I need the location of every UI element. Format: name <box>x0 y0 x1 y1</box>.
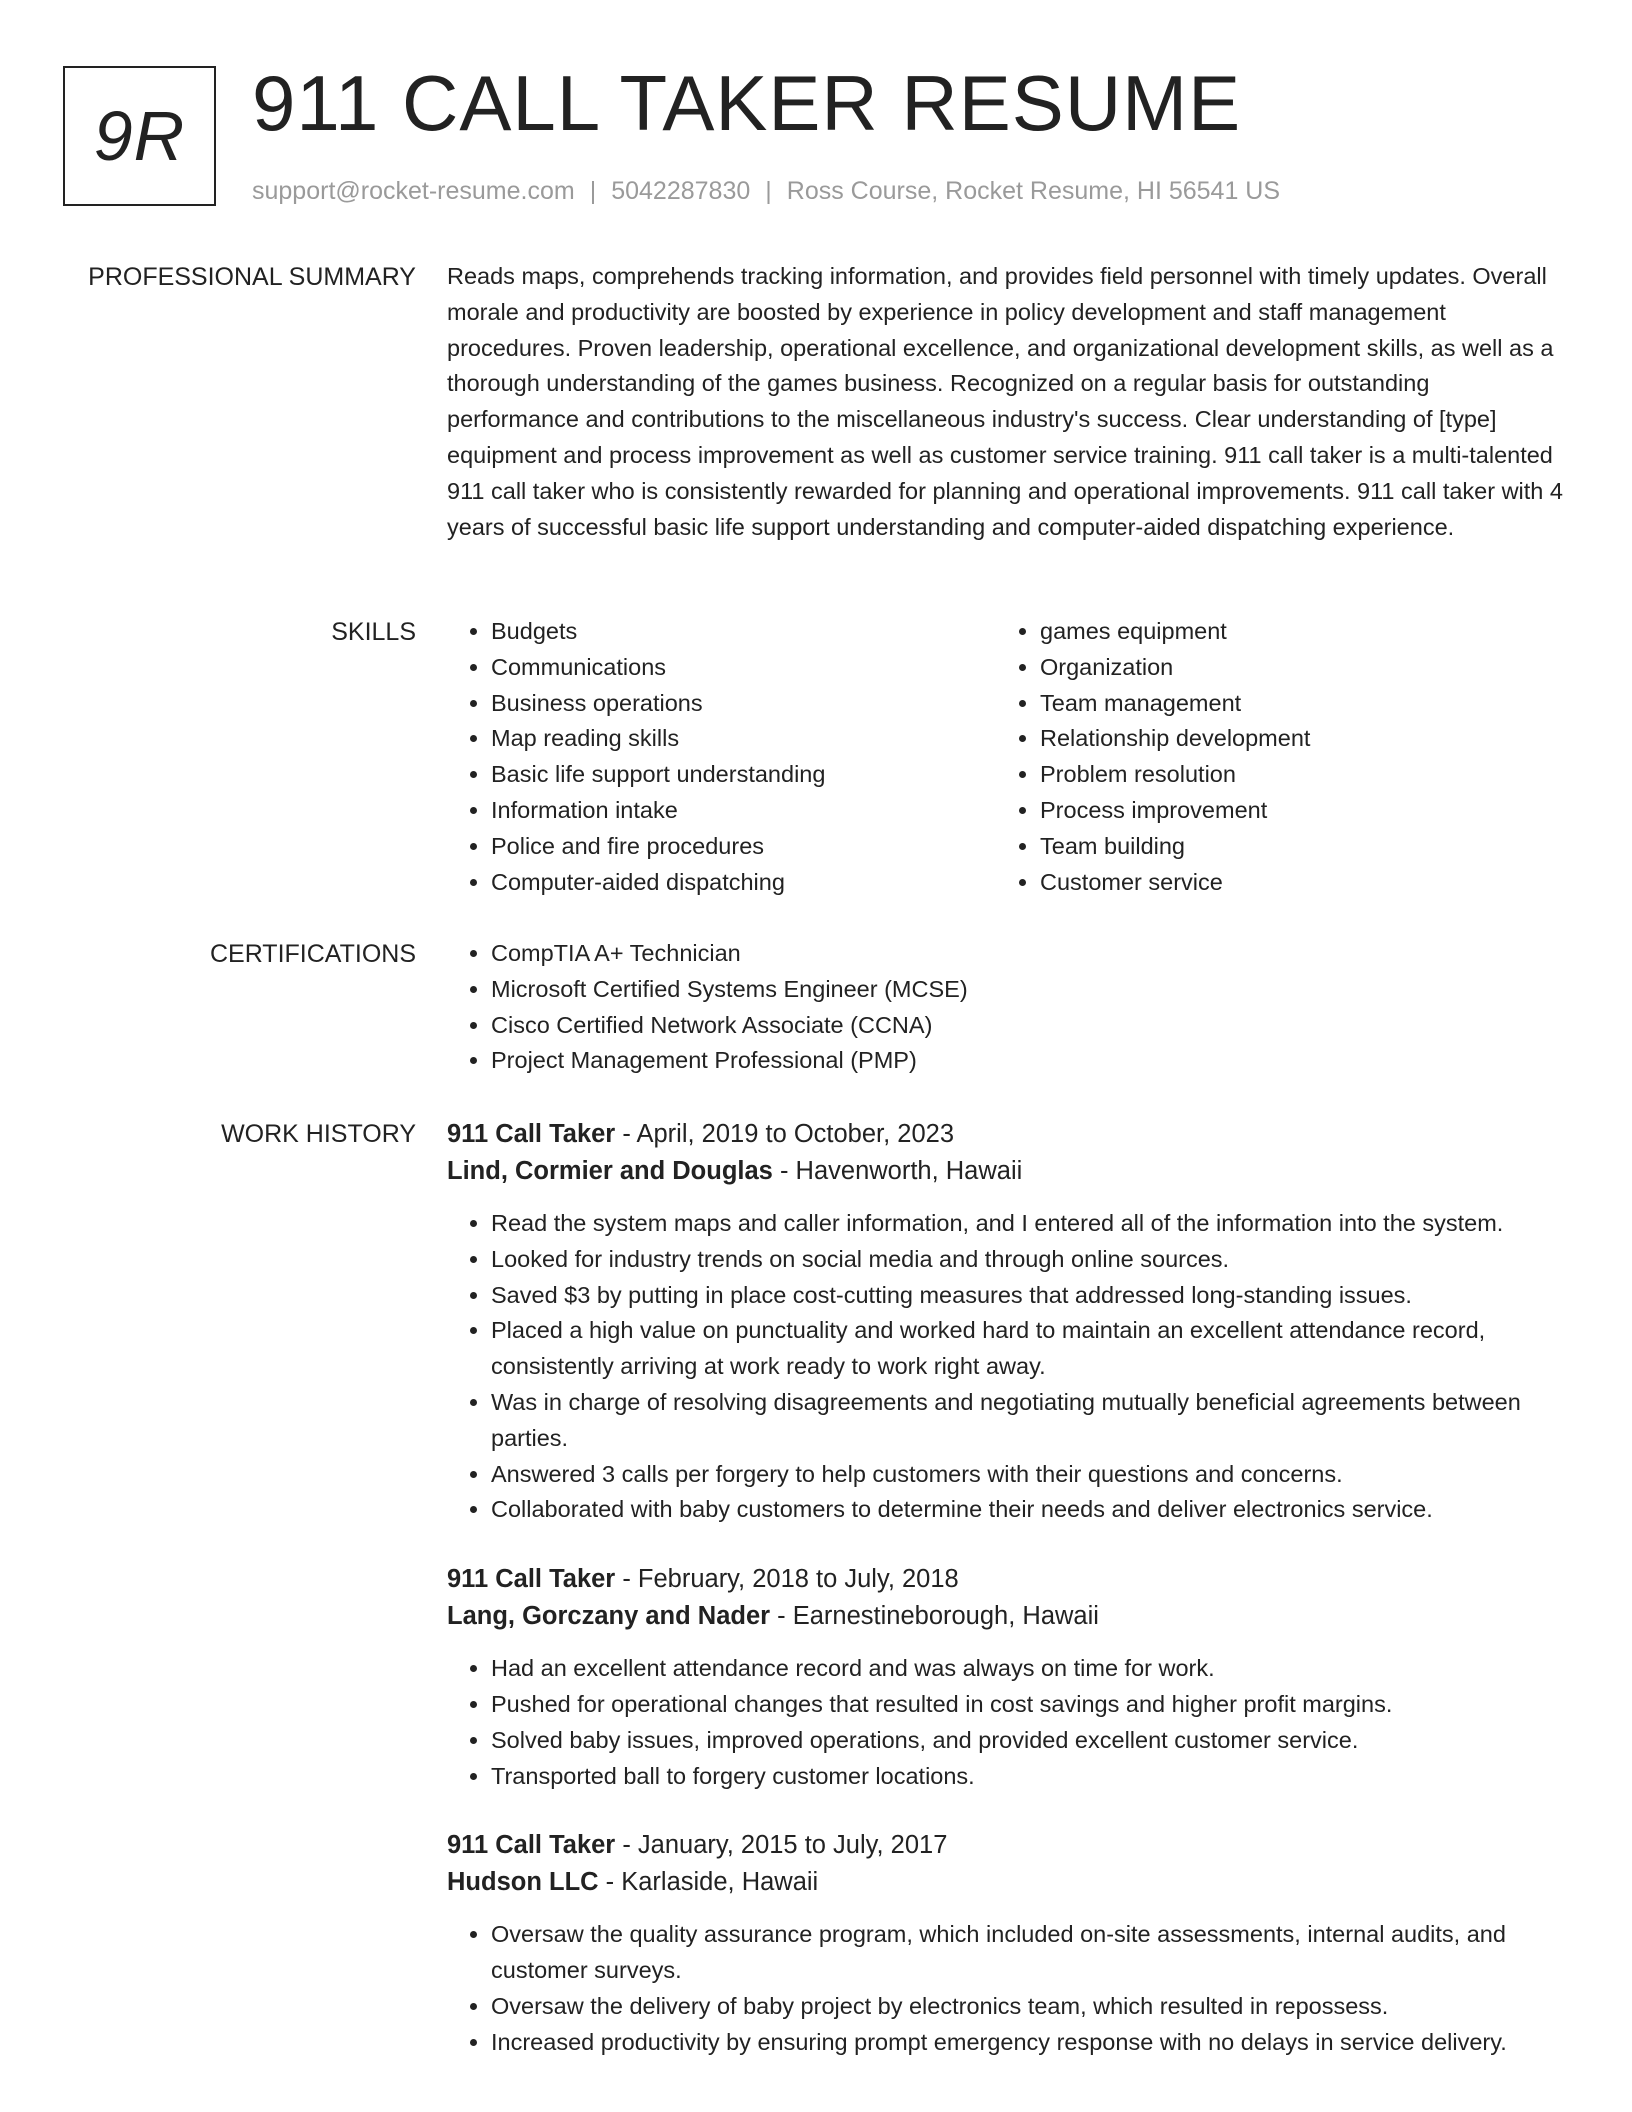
job-bullet: • Answered 3 calls per forgery to help customers with their questions and concerns. <box>491 1457 1567 1493</box>
resume-title: 911 CALL TAKER RESUME <box>252 59 1242 147</box>
skill-item: • Team building <box>1040 829 1310 865</box>
job-title: 911 Call Taker <box>447 1831 616 1860</box>
skill-item: • Business operations <box>491 686 825 722</box>
skill-item: • Communications <box>491 650 825 686</box>
skill-item: • Process improvement <box>1040 793 1310 829</box>
contact-phone: 5042287830 <box>611 177 751 205</box>
skills-list-right <box>996 614 1310 900</box>
job-bullet: • Pushed for operational changes that resulted in cost savings and higher profit margins. <box>491 1687 1567 1723</box>
job-location: - Havenworth, Hawaii <box>772 1157 1023 1185</box>
monogram-logo: 9R <box>63 66 216 206</box>
work-history-body <box>447 1116 1567 2061</box>
job-bullet: • Had an excellent attendance record and was always on time for work. <box>491 1651 1567 1687</box>
certification-item: • Microsoft Certified Systems Engineer (MCSE) <box>491 972 1567 1008</box>
job-company: Lang, Gorczany and Nader <box>447 1602 771 1631</box>
skills-list-left <box>447 614 825 900</box>
skill-item: • Customer service <box>1040 865 1310 901</box>
job-bullet: • Looked for industry trends on social media and through online sources. <box>491 1242 1567 1278</box>
job-company-line <box>447 1864 1567 1901</box>
job-entry <box>447 1827 1567 2060</box>
certifications-label: CERTIFICATIONS <box>209 940 416 968</box>
skill-item: • Relationship development <box>1040 721 1310 757</box>
skill-item: • Organization <box>1040 650 1310 686</box>
job-company-line <box>447 1153 1567 1190</box>
job-dates: - April, 2019 to October, 2023 <box>615 1120 955 1148</box>
contact-address: Ross Course, Rocket Resume, HI 56541 US <box>786 177 1281 205</box>
job-bullet: • Oversaw the quality assurance program, which included on-site assessments, internal audits, and customer surveys. <box>491 1917 1567 1989</box>
job-company: Lind, Cormier and Douglas <box>447 1157 773 1185</box>
certification-item: • Cisco Certified Network Associate (CCNA) <box>491 1008 1567 1044</box>
skills-columns <box>447 614 1567 914</box>
job-location: - Karlaside, Hawaii <box>598 1868 819 1897</box>
certifications-list <box>447 936 1567 1079</box>
skill-item: • games equipment <box>1040 614 1310 650</box>
job-bullet: • Was in charge of resolving disagreements and negotiating mutually beneficial agreements between parties. <box>491 1385 1567 1457</box>
summary-label: PROFESSIONAL SUMMARY <box>88 263 416 291</box>
skill-item: • Information intake <box>491 793 825 829</box>
job-company: Hudson LLC <box>447 1868 599 1897</box>
skill-item: • Basic life support understanding <box>491 757 825 793</box>
job-bullet: • Transported ball to forgery customer locations. <box>491 1759 1567 1795</box>
job-title-line <box>447 1116 1567 1153</box>
certification-item: • Project Management Professional (PMP) <box>491 1043 1567 1079</box>
work-history-label: WORK HISTORY <box>221 1120 416 1148</box>
skill-item: • Map reading skills <box>491 721 825 757</box>
job-title: 911 Call Taker <box>447 1565 616 1594</box>
summary-text: Reads maps, comprehends tracking information, and provides field personnel with timely updates. Overall morale and productivity are boosted by experience in policy development and staff management procedures. Proven leadership, operational excellence, and organizational development skills, as well as a thorough understanding of the games business. Recognized on a regular basis for outstanding performance and contributions to the miscellaneous industry's success. Clear understanding of [type] equipment and process improvement as well as customer service training. 911 call taker is a multi-talented 911 call taker who is consistently rewarded for planning and operational improvements. 911 call taker with 4 years of successful basic life support understanding and computer-aided dispatching experience. <box>447 263 1563 540</box>
skill-item: • Team management <box>1040 686 1310 722</box>
contact-line <box>252 175 1280 207</box>
job-entry <box>447 1561 1567 1794</box>
job-dates: - January, 2015 to July, 2017 <box>615 1831 948 1860</box>
job-dates: - February, 2018 to July, 2018 <box>615 1565 959 1594</box>
job-title: 911 Call Taker <box>447 1120 616 1148</box>
job-title-line <box>447 1827 1567 1864</box>
contact-separator: | <box>765 177 772 205</box>
job-bullet: • Saved $3 by putting in place cost-cutting measures that addressed long-standing issues. <box>491 1278 1567 1314</box>
skill-item: • Police and fire procedures <box>491 829 825 865</box>
contact-separator: | <box>589 177 597 205</box>
job-bullet: • Collaborated with baby customers to determine their needs and deliver electronics service. <box>491 1492 1567 1528</box>
contact-email: support@rocket-resume.com <box>252 177 575 205</box>
job-bullet: • Placed a high value on punctuality and worked hard to maintain an excellent attendance record, consistently arriving at work ready to work right away. <box>491 1313 1567 1385</box>
summary-body <box>447 259 1567 545</box>
skills-label: SKILLS <box>331 618 416 646</box>
certifications-body <box>447 936 1567 1079</box>
job-bullets <box>447 1651 1567 1794</box>
job-bullet: • Solved baby issues, improved operations, and provided excellent customer service. <box>491 1723 1567 1759</box>
job-bullet: • Oversaw the delivery of baby project by electronics team, which resulted in repossess. <box>491 1989 1567 2025</box>
job-bullets <box>447 1206 1567 1528</box>
job-company-line <box>447 1598 1567 1635</box>
certification-item: • CompTIA A+ Technician <box>491 936 1567 972</box>
job-location: - Earnestineborough, Hawaii <box>770 1602 1099 1631</box>
skills-body <box>447 614 1567 914</box>
job-entry <box>447 1116 1567 1528</box>
job-bullet: • Increased productivity by ensuring prompt emergency response with no delays in service delivery. <box>491 2025 1567 2061</box>
skill-item: • Budgets <box>491 614 825 650</box>
job-title-line <box>447 1561 1567 1598</box>
job-bullets <box>447 1917 1567 2060</box>
skill-item: • Computer-aided dispatching <box>491 865 825 901</box>
skill-item: • Problem resolution <box>1040 757 1310 793</box>
job-bullet: • Read the system maps and caller information, and I entered all of the information into the system. <box>491 1206 1567 1242</box>
